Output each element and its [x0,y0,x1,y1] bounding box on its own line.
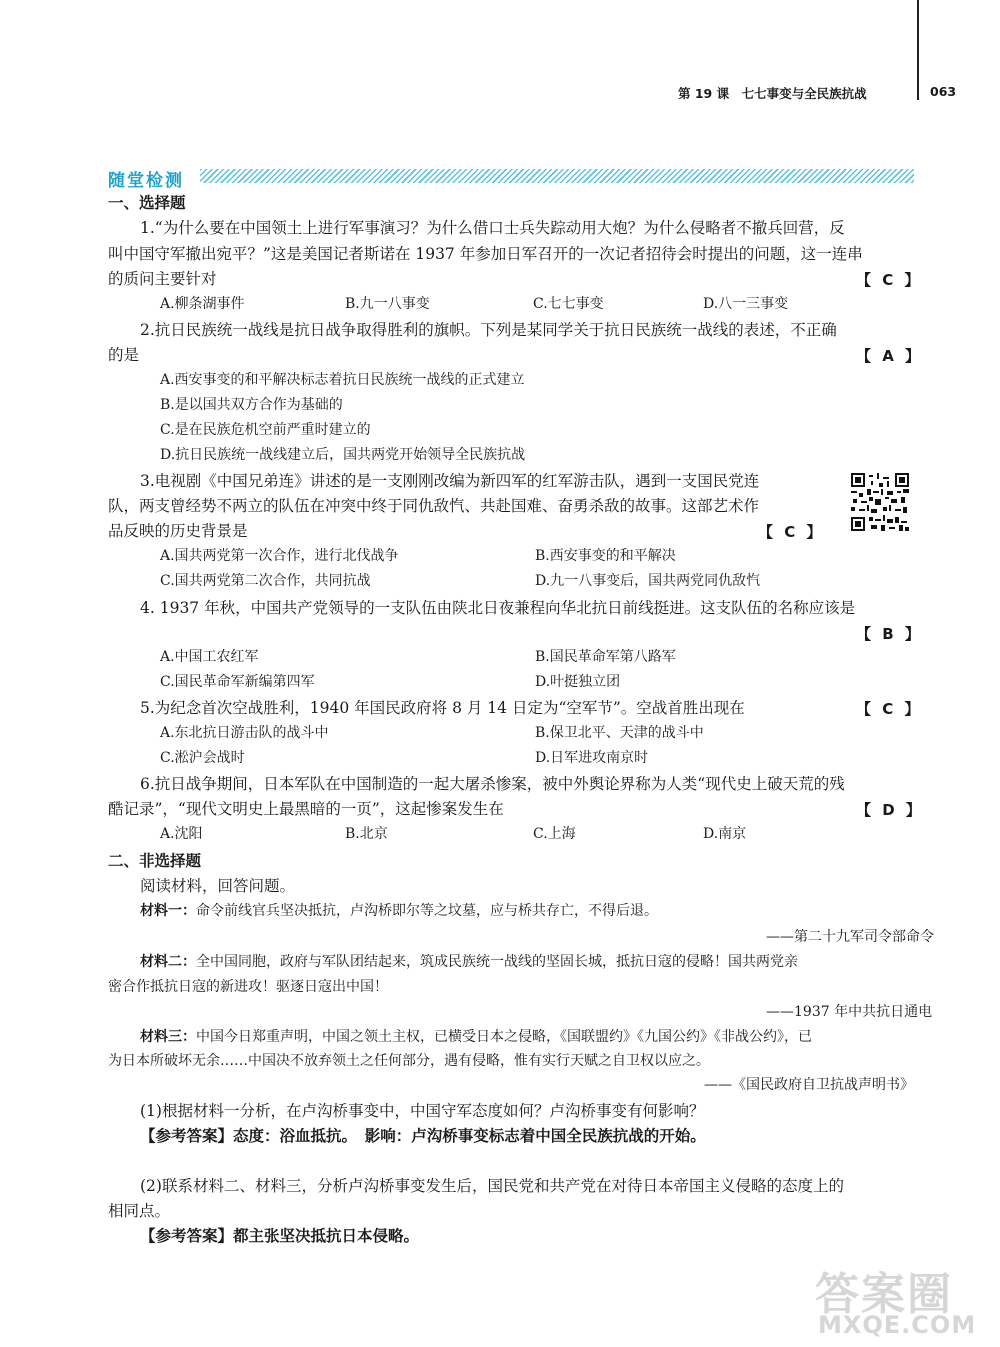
material3-line2: 为日本所破坏无余……中国决不放弃领土之任何部分，遇有侵略，惟有实行天赋之自卫权以应之。 [108,1053,710,1069]
sub2-line1: (2)联系材料二、材料三，分析卢沟桥事变发生后，国民党和共产党在对待日本帝国主义侵略的态度上的 [140,1177,844,1195]
q1-option-b: B.九一八事变 [345,296,430,312]
q3-line2: 队，两支曾经势不两立的队伍在冲突中终于同仇敌忾、共赴国难、奋勇杀敌的故事。这部艺术作 [108,497,760,515]
material3-text1: 中国今日郑重声明，中国之领土主权，已横受日本之侵略，《国联盟约》《九国公约》《非战公约》，已 [196,1029,812,1045]
q5-option-d: D.日军进攻南京时 [535,750,649,766]
q3-option-b: B.西安事变的和平解决 [535,548,676,564]
q3-line3: 品反映的历史背景是 [108,522,248,540]
q1-line1: 1.“为什么要在中国领土上进行军事演习？为什么借口士兵失踪动用大炮？为什么侵略者不撤兵回营，反 [140,219,845,237]
q6-answer: 【 D 】 [856,801,924,819]
sub2-line2: 相同点。 [108,1202,171,1220]
watermark-logo: 答案圈 [815,1269,953,1320]
material2-label: 材料二： [140,954,196,970]
q2-option-b: B.是以国共双方合作为基础的 [160,397,343,413]
material2-line2: 密合作抵抗日寇的新进攻！驱逐日寇出中国！ [108,979,388,995]
q6-option-a: A.沈阳 [160,826,203,842]
q4-answer: 【 B 】 [856,625,923,643]
q1-line2: 叫中国守军撤出宛平？”这是美国记者斯诺在 1937 年参加日军召开的一次记者招待会时提出的问题，这一连串 [108,245,863,263]
sub1-question: (1)根据材料一分析，在卢沟桥事变中，中国守军态度如何？卢沟桥事变有何影响？ [140,1102,705,1120]
q4-option-b: B.国民革命军第八路军 [535,649,676,665]
q4-option-d: D.叶挺独立团 [535,674,621,690]
material3-line1 [140,1028,812,1046]
watermark-url: MXQE.COM [818,1311,977,1339]
q3-line1: 3.电视剧《中国兄弟连》讲述的是一支刚刚改编为新四军的红军游击队，遇到一支国民党连 [140,472,760,490]
sub2-answer-line [140,1226,419,1246]
qr-code-icon[interactable] [851,473,909,531]
sub2-answer-label: 【参考答案】 [140,1226,234,1245]
q4-option-a: A.中国工农红军 [160,649,259,665]
q5-option-b: B.保卫北平、天津的战斗中 [535,725,704,741]
material1-source: ——第二十九军司令部命令 [766,929,934,945]
q6-option-c: C.上海 [533,826,576,842]
q3-answer: 【 C 】 [758,523,825,541]
q1-answer: 【 C 】 [856,271,923,289]
q3-option-c: C.国共两党第二次合作，共同抗战 [160,573,371,589]
q6-line2: 酷记录”，“现代文明史上最黑暗的一页”，这起惨案发生在 [108,800,504,818]
sub2-answer: 都主张坚决抵抗日本侵略。 [233,1226,420,1245]
material2-source: ——1937 年中共抗日通电 [766,1004,933,1020]
q5-answer: 【 C 】 [856,700,923,718]
q2-line2: 的是 [108,346,140,364]
material3-source: ——《国民政府自卫抗战声明书》 [704,1077,914,1093]
sub1-answer-label: 【参考答案】 [140,1126,234,1145]
header-divider [917,0,919,100]
q1-option-a: A.柳条湖事件 [160,296,245,312]
part2-title: 二、非选择题 [108,851,202,870]
lesson-title: 第 19 课 七七事变与全民族抗战 [678,86,867,101]
q1-line3: 的质问主要针对 [108,270,217,288]
section-title: 随堂检测 [108,171,184,191]
q4-option-c: C.国民革命军新编第四军 [160,674,315,690]
part2-intro: 阅读材料，回答问题。 [140,877,296,895]
q4-line1: 4. 1937 年秋，中国共产党领导的一支队伍由陕北日夜兼程向华北抗日前线挺进。这支队伍的名称应该是 [140,599,856,617]
material2-line1 [140,953,798,971]
material1-label: 材料一： [140,903,196,919]
q2-option-a: A.西安事变的和平解决标志着抗日民族统一战线的正式建立 [160,372,525,388]
material1-text: 命令前线官兵坚决抵抗，卢沟桥即尔等之坟墓，应与桥共存亡，不得后退。 [196,903,658,919]
q5-option-a: A.东北抗日游击队的战斗中 [160,725,329,741]
q5-line1: 5.为纪念首次空战胜利，1940 年国民政府将 8 月 14 日定为“空军节”。空战首胜出现在 [140,699,745,717]
q2-answer: 【 A 】 [856,347,924,365]
page-number: 063 [930,84,957,99]
material2-text1: 全中国同胞，政府与军队团结起来，筑成民族统一战线的坚固长城，抵抗日寇的侵略！国共两党亲 [196,954,798,970]
q6-option-d: D.南京 [703,826,747,842]
q1-option-c: C.七七事变 [533,296,604,312]
section-title-hatch [200,169,914,183]
q3-option-a: A.国共两党第一次合作，进行北伐战争 [160,548,399,564]
material1 [140,902,658,920]
q5-option-c: C.淞沪会战时 [160,750,245,766]
q2-option-d: D.抗日民族统一战线建立后，国共两党开始领导全民族抗战 [160,447,526,463]
q6-line1: 6.抗日战争期间，日本军队在中国制造的一起大屠杀惨案，被中外舆论界称为人类“现代史上破天荒的残 [140,775,845,793]
sub1-answer: 态度：浴血抵抗。 影响：卢沟桥事变标志着中国全民族抗战的开始。 [233,1126,706,1145]
q2-line1: 2.抗日民族统一战线是抗日战争取得胜利的旗帜。下列是某同学关于抗日民族统一战线的表述，不正确 [140,321,837,339]
q3-option-d: D.九一八事变后，国共两党同仇敌忾 [535,573,761,589]
part1-title: 一、选择题 [108,193,186,212]
sub1-answer-line [140,1126,706,1146]
material3-label: 材料三： [140,1029,196,1045]
q6-option-b: B.北京 [345,826,388,842]
q2-option-c: C.是在民族危机空前严重时建立的 [160,422,371,438]
q1-option-d: D.八一三事变 [703,296,789,312]
